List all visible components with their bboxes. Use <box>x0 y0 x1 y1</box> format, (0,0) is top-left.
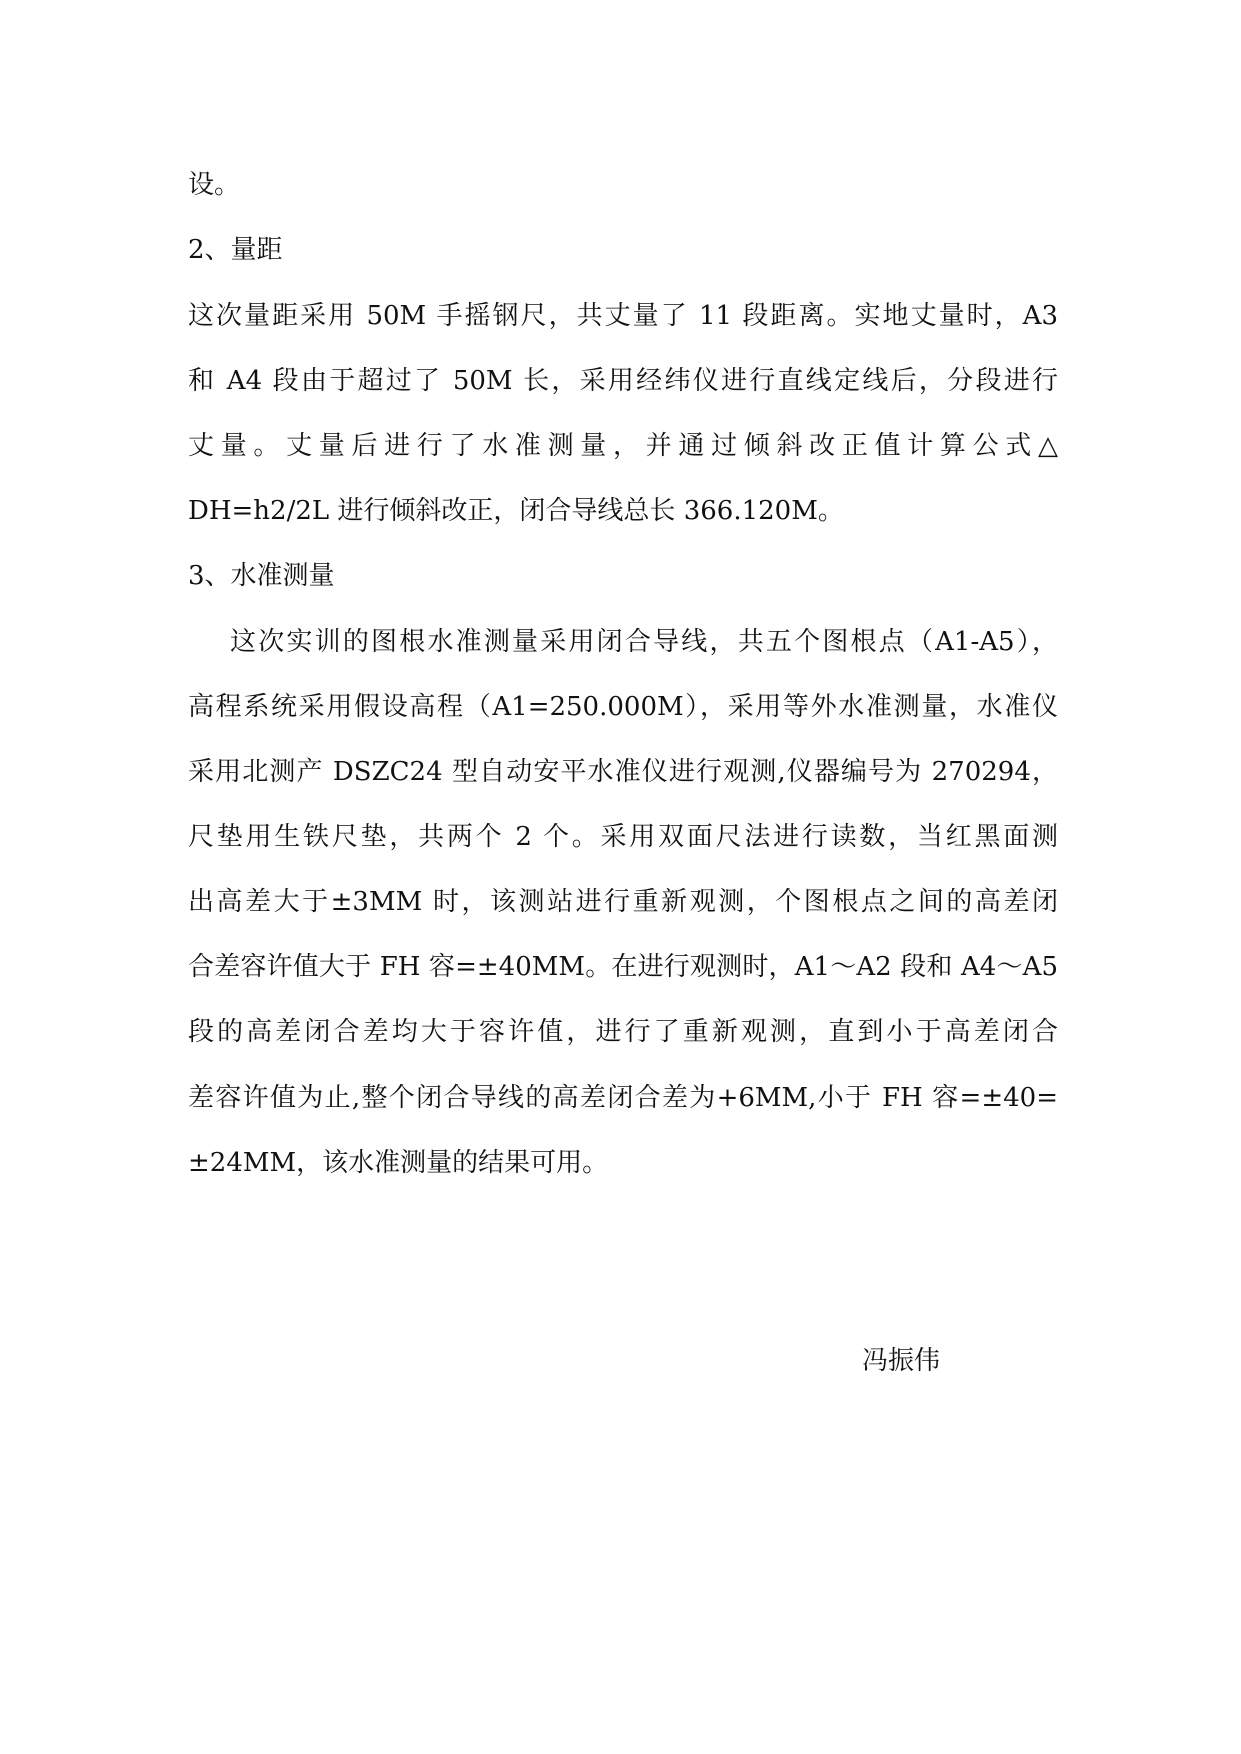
text-line-5: 丈量。丈量后进行了水准测量，并通过倾斜改正值计算公式△ <box>188 431 1058 461</box>
text-line-16: ±24MM，该水准测量的结果可用。 <box>188 1148 609 1178</box>
text-line-1: 设。 <box>188 170 241 200</box>
text-line-4: 和 A4 段由于超过了 50M 长，采用经纬仪进行直线定线后，分段进行 <box>188 366 1058 396</box>
text-line-9: 高程系统采用假设高程（A1=250.000M），采用等外水准测量，水准仪 <box>188 692 1058 722</box>
text-line-15: 差容许值为止,整个闭合导线的高差闭合差为+6MM,小于 FH 容=±40= <box>188 1083 1058 1113</box>
text-line-10: 采用北测产 DSZC24 型自动安平水准仪进行观测,仪器编号为 270294， <box>188 757 1058 787</box>
text-line-8: 这次实训的图根水准测量采用闭合导线，共五个图根点（A1-A5）， <box>230 627 1058 657</box>
text-line-13: 合差容许值大于 FH 容=±40MM。在进行观测时，A1～A2 段和 A4～A5 <box>188 952 1058 982</box>
author-signature: 冯振伟 <box>862 1346 941 1376</box>
text-line-14: 段的高差闭合差均大于容许值，进行了重新观测，直到小于高差闭合 <box>188 1017 1058 1047</box>
text-line-3: 这次量距采用 50M 手摇钢尺，共丈量了 11 段距离。实地丈量时，A3 <box>188 301 1058 331</box>
text-line-12: 出高差大于±3MM 时，该测站进行重新观测，个图根点之间的高差闭 <box>188 887 1058 917</box>
section-heading-distance: 2、量距 <box>188 235 283 265</box>
text-line-11: 尺垫用生铁尺垫，共两个 2 个。采用双面尺法进行读数，当红黑面测 <box>188 822 1058 852</box>
text-line-6: DH=h2/2L 进行倾斜改正，闭合导线总长 366.120M。 <box>188 496 844 526</box>
section-heading-leveling: 3、水准测量 <box>188 561 335 591</box>
